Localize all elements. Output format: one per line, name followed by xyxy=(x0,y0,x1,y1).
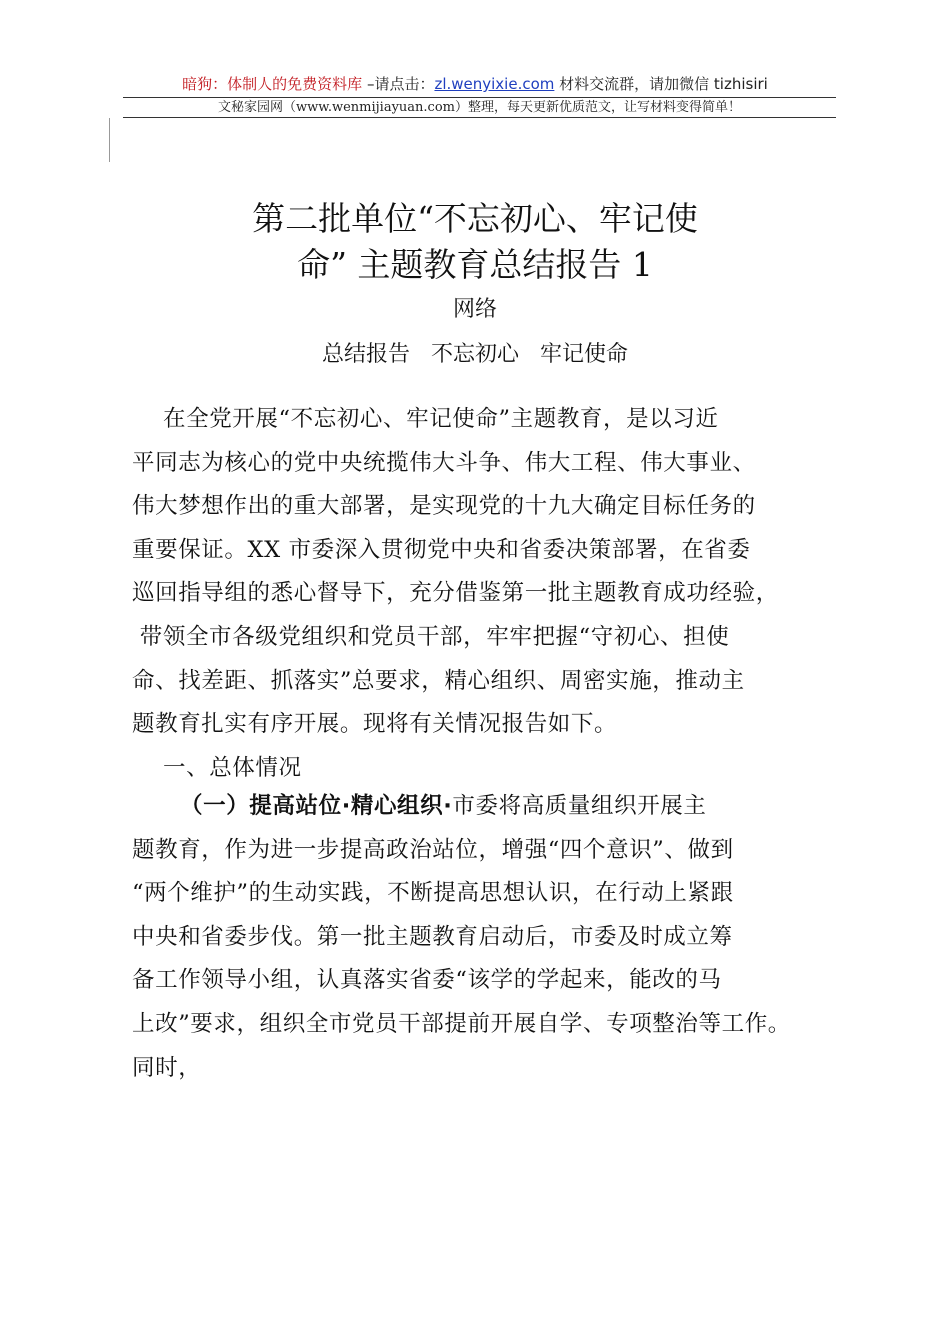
text-line: 伟大梦想作出的重大部署，是实现党的十九大确定目标任务的 xyxy=(132,493,756,520)
text-line: 题教育，作为进一步提高政治站位，增强“四个意识”、做到 xyxy=(132,836,734,863)
text-line: 平同志为核心的党中央统揽伟大斗争、伟大工程、伟大事业、 xyxy=(132,449,756,476)
paragraph-section-1 xyxy=(132,785,832,1090)
text-line: 在全党开展“不忘初心、牢记使命”主题教育，是以习近 xyxy=(132,406,719,432)
header-promo-line xyxy=(0,74,950,94)
text-line: 带领全市各级党组织和党员干部，牢牢把握“守初心、担使 xyxy=(132,623,730,650)
text-line: 题教育扎实有序开展。现将有关情况报告如下。 xyxy=(132,711,618,738)
margin-mark xyxy=(109,118,110,162)
text-line: 重要保证。XX 市委深入贯彻党中央和省委决策部署，在省委 xyxy=(132,536,751,563)
promo-link[interactable]: zl.wenyixie.com xyxy=(434,75,555,93)
promo-click-label: –请点击： xyxy=(362,75,435,93)
promo-site-name: 暗狗：体制人的免费资料库 xyxy=(182,75,363,93)
text-line: “两个维护”的生动实践，不断提高思想认识，在行动上紧跟 xyxy=(132,880,734,907)
text-line: 中央和省委步伐。第一批主题教育启动后，市委及时成立筹 xyxy=(132,923,733,950)
text-line: 巡回指导组的悉心督导下，充分借鉴第一批主题教育成功经验， xyxy=(132,580,779,607)
text-line: 上改”要求，组织全市党员干部提前开展自学、专项整治等工作。 xyxy=(132,1010,791,1037)
text-line: 备工作领导小组，认真落实省委“该学的学起来，能改的马 xyxy=(132,967,722,994)
document-keywords: 总结报告 不忘初心 牢记使命 xyxy=(322,342,628,367)
title-line-2: 命” 主题教育总结报告 1 xyxy=(297,245,653,284)
text-line xyxy=(132,785,832,829)
text-line: 同时， xyxy=(132,1054,202,1081)
header-site-line: 文秘家园网（www.wenmijiayuan.com）整理，每天更新优质范文，让写材料变得简单！ xyxy=(218,100,741,115)
header-divider-top xyxy=(123,97,836,98)
title-line-1: 第二批单位“不忘初心、牢记使 xyxy=(252,199,698,238)
subsection-heading: （一）提高站位·精心组织· xyxy=(180,793,453,819)
promo-wechat-text: 材料交流群，请加微信 tizhisiri xyxy=(554,75,768,93)
paragraph-intro xyxy=(132,398,832,790)
document-title xyxy=(0,196,950,288)
document-author: 网络 xyxy=(452,297,497,322)
text-line: 命、找差距、抓落实”总要求，精心组织、周密实施，推动主 xyxy=(132,667,745,694)
section-heading-overview: 一、总体情况 xyxy=(132,754,302,781)
header-divider-bottom xyxy=(123,117,836,118)
text-fragment: 市委将高质量组织开展主 xyxy=(452,793,707,819)
